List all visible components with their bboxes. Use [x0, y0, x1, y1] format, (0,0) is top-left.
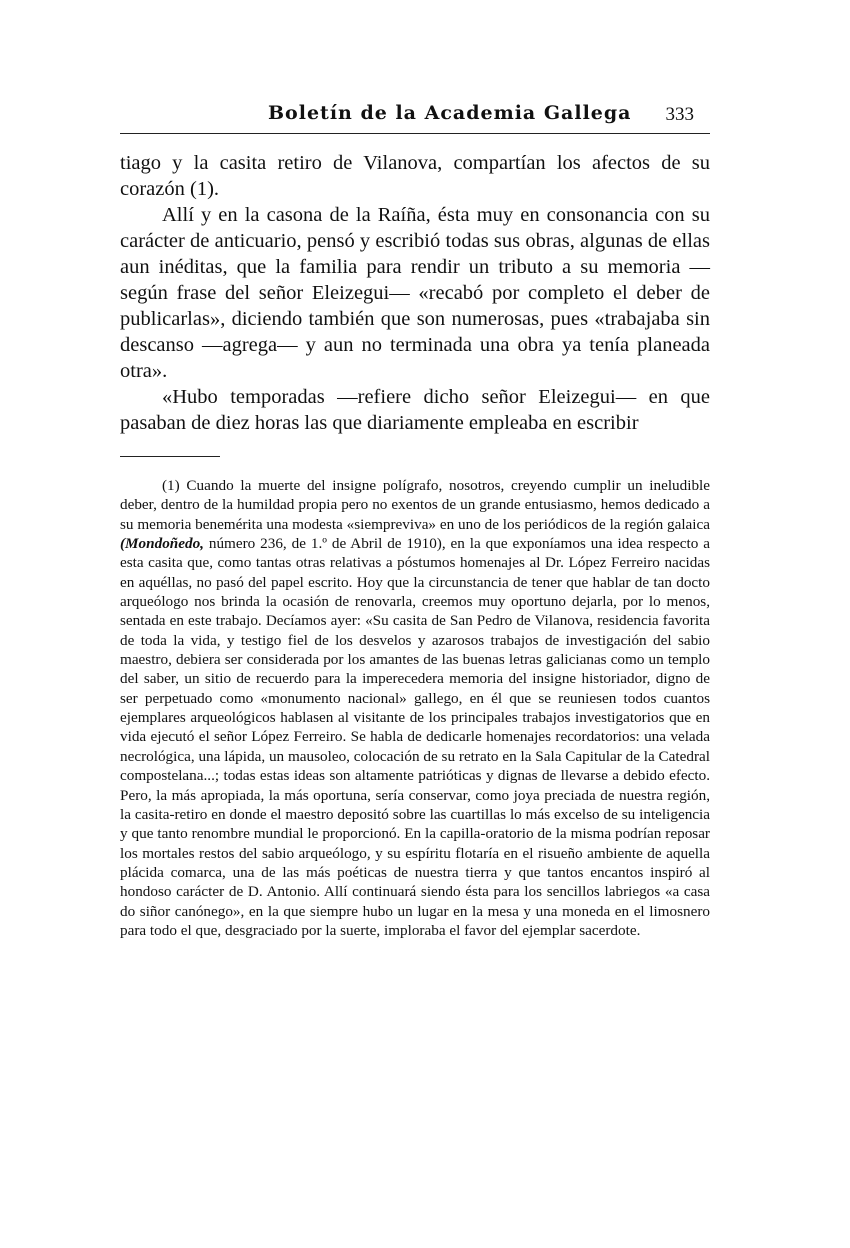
paragraph: «Hubo temporadas —refiere dicho señor Eleizegui— en que pasaban de diez horas las que diariamente empleaba en escribir	[120, 386, 710, 434]
footnote-text-part: (1) Cuando la muerte del insigne polígrafo, nosotros, creyendo cumplir un ineludible deber, dentro de la humildad propia pero no exentos de un grande entusiasmo, hemos dedicado a su memoria benemérita una modesta «siempreviva» en uno de los periódicos de la región galaica	[120, 477, 710, 533]
footnote-rule	[120, 456, 220, 457]
main-text	[120, 150, 710, 436]
journal-title: Boletín de la Academia Gallega	[268, 102, 632, 124]
page-number: 333	[665, 104, 694, 125]
paragraph: Allí y en la casona de la Raíña, ésta muy en consonancia con su carácter de anticuario, pensó y escribió todas sus obras, algunas de ellas aun inéditas, que la familia para rendir un tributo a su memoria —según frase del señor Eleizegui— «recabó por completo el deber de publicarlas», diciendo también que son numerosas, pues «trabajaba sin descanso —agrega— y aun no terminada una obra ya tenía planeada otra».	[120, 204, 710, 382]
footnote-text-part: número 236, de 1.º de Abril de 1910), en la que exponíamos una idea respecto a esta casita que, como tantas otras relativas a póstumos homenajes al Dr. López Ferreiro nacidas en aquéllas, no pasó del papel escrito. Hoy que la circunstancia de tener que hablar de tan docto arqueólogo nos brinda la ocasión de renovarla, creemos muy oportuno dejarla, por lo menos, sentada en este trabajo. Decíamos ayer: «Su casita de San Pedro de Vilanova, residencia favorita de toda la vida, y testigo fiel de los desvelos y azarosos trabajos de investigación del sabio maestro, debiera ser considerada por los amantes de las buenas letras galicianas como un templo del saber, un sitio de recuerdo para la imperecedera memoria del insigne historiador, digno de ser perpetuado como «monumento nacional» gallego, en él que se reuniesen todos cuantos ejemplares arqueológicos hablasen al visitante de los principales trabajos investigatorios que en vida ejecutó el señor López Ferreiro. Se habla de dedicarle homenajes recordatorios: una velada necrológica, una lápida, un mausoleo, colocación de su retrato en la Sala Capitular de la Catedral compostelana...; todas estas ideas son altamente patrióticas y dignas de llevarse a debido efecto. Pero, la más apropiada, la más oportuna, sería conservar, como joya preciada de nuestra región, la casita-retiro en donde el maestro depositó sobre las cuartillas lo más excelso de su inteligencia y que tanto renombre mundial le proporcionó. En la capilla-oratorio de la misma podrían reposar los mortales restos del sabio arqueólogo, y su espíritu flotaría en el risueño ambiente de aquella plácida comarca, una de las más poéticas de nuestra tierra y que tantos encantos inspiró al hondoso carácter de D. Antonio. Allí continuará siendo ésta para los sencillos labriegos «a casa do siñor canónego», en la que siempre hubo un lugar en la mesa y una moneda en el limosnero para todo el que, desgraciado por la suerte, imploraba el favor del ejemplar sacerdote.	[120, 535, 710, 939]
footnote	[120, 476, 710, 940]
footnote-paragraph	[120, 476, 710, 940]
footnote-source-name: (Mondoñedo,	[120, 535, 204, 553]
paragraph: tiago y la casita retiro de Vilanova, compartían los afectos de su corazón (1).	[120, 152, 710, 200]
header-rule	[120, 133, 710, 134]
running-header	[120, 100, 710, 130]
